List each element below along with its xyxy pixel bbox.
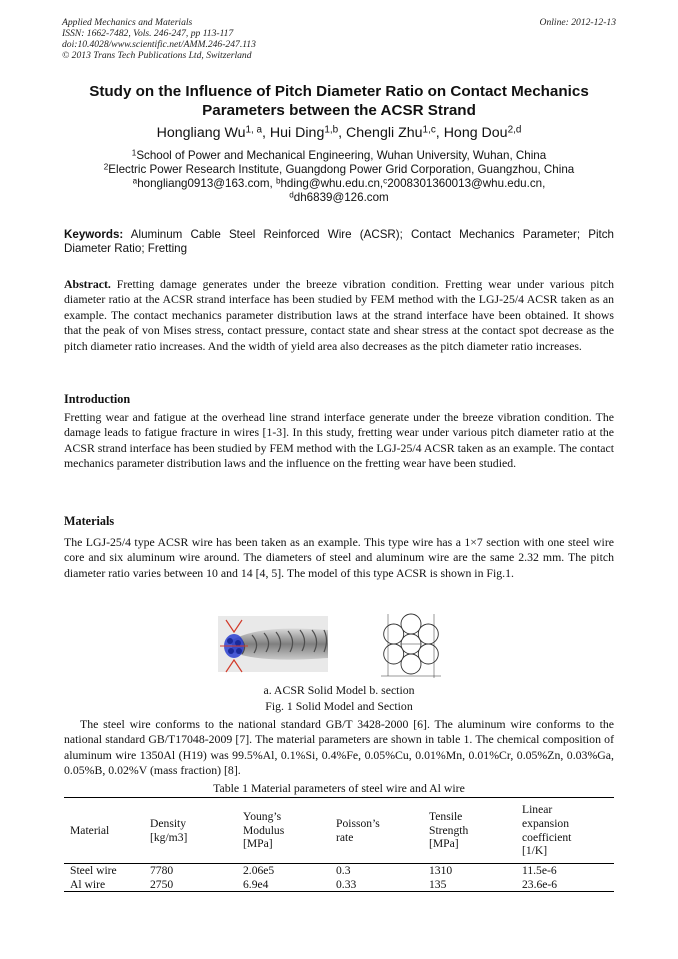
affiliation-2: $^2$Electric Power Research Institute, Guangdong Power Grid Corporation, Guangzhou, China: [103, 162, 575, 176]
email-d[interactable]: dh6839@126.com: [293, 191, 389, 204]
table-cell: 0.33: [330, 878, 423, 892]
title-line-2: Parameters between the ACSR Strand: [202, 101, 476, 119]
table-header-line: [kg/m3]: [150, 830, 188, 844]
table-cell: 135: [423, 878, 516, 892]
table-header-line: Linear: [522, 803, 553, 817]
copyright-line: © 2013 Trans Tech Publications Ltd, Switzerland: [62, 50, 252, 61]
doi-line[interactable]: doi:10.4028/www.scientific.net/AMM.246-247.113: [62, 39, 256, 50]
affiliation-1: $^1$School of Power and Mechanical Engineering, Wuhan University, Wuhan, China: [131, 148, 547, 162]
table-cell: 0.3: [336, 864, 351, 877]
author-separator: ,: [435, 125, 444, 141]
email-b[interactable]: hding@whu.edu.cn,: [280, 177, 384, 190]
author-name: Hui Ding: [269, 125, 325, 141]
affiliations: [62, 149, 616, 205]
keywords-label: Keywords:: [64, 228, 124, 241]
table-cell: Steel wire: [70, 864, 117, 877]
author-separator: ,: [338, 125, 347, 141]
table-header-line: [1/K]: [522, 844, 548, 858]
table-header-cell: [64, 798, 144, 864]
table-header-line: Poisson’s: [336, 816, 380, 830]
journal-name: Applied Mechanics and Materials: [62, 17, 193, 28]
table-header-line: [MPa]: [243, 837, 273, 851]
paper-title: [62, 83, 616, 120]
acsr-solid-model-image: [218, 616, 328, 672]
abstract-label: Abstract.: [64, 277, 111, 291]
email-line: $^a$hongliang0913@163.com, $^b$hding@whu.edu.cn,$^c$2008301360013@whu.edu.cn,: [132, 176, 546, 190]
table-caption: Table 1 Material parameters of steel wire and Al wire: [213, 781, 465, 795]
table-cell: 2750: [144, 878, 237, 892]
table-cell: 7780: [150, 864, 174, 877]
materials-heading: Materials: [64, 514, 115, 528]
table-header-line: Young’s: [243, 810, 282, 824]
journal-header: [62, 17, 616, 61]
table-header-line: [MPa]: [429, 837, 459, 851]
author-name: Chengli Zhu: [346, 125, 423, 141]
abstract: [64, 277, 614, 354]
table-header-line: Strength: [429, 823, 469, 837]
author-name: Hong Dou: [443, 125, 508, 141]
figure-1-acsr-model: [218, 596, 460, 682]
acsr-section-drawing: [381, 614, 441, 678]
email-c[interactable]: 2008301360013@whu.edu.cn,: [387, 177, 546, 190]
table-cell: 23.6e-6: [516, 878, 614, 892]
table-cell: 11.5e-6: [522, 864, 557, 877]
table-header-line: Material: [70, 823, 110, 837]
figure-caption: Fig. 1 Solid Model and Section: [265, 699, 413, 713]
table-header-line: coefficient: [522, 830, 572, 844]
author-affiliation-mark: 1,b: [324, 124, 339, 136]
table-header-cell: [516, 798, 614, 864]
introduction-heading: Introduction: [64, 392, 131, 406]
table-cell: 2.06e5: [243, 864, 275, 877]
abstract-text: Fretting damage generates under the breeze vibration condition. Fretting wear under various pitch diameter ratio at the ACSR strand interface has been studied by FEM method with the LGJ-25/4 ACSR taken as an example. The contact mechanics parameter distribution laws at the strand interface have been obtained. It shows that the peak of von Mises stress, contact pressure, contact state and shear stress at the contact spot decrease as the pitch diameter ratio increases. And the width of yield area also decreases as the pitch diameter ratio increases.: [64, 277, 614, 353]
table-header-cell: [330, 798, 423, 864]
table-header-row: [64, 798, 614, 864]
material-parameters-table: [64, 797, 614, 892]
table-row: [64, 864, 614, 878]
keywords-text: Aluminum Cable Steel Reinforced Wire (ACSR); Contact Mechanics Parameter; Pitch Diameter Ratio; Fretting: [64, 228, 614, 256]
table-row: [64, 878, 614, 892]
author-affiliation-mark: 2,d: [507, 124, 522, 136]
author-name: Hongliang Wu: [156, 125, 246, 141]
table-header-cell: [237, 798, 330, 864]
author-separator: ,: [262, 125, 270, 141]
author-list: [62, 124, 616, 142]
table-header-line: Density: [150, 816, 187, 830]
table-header-line: rate: [336, 830, 354, 844]
author-affiliation-mark: 1,c: [422, 124, 436, 136]
introduction-text: Fretting wear and fatigue at the overhead line strand interface generate under the breeze vibration condition. The damage leads to fatigue fracture in wires [1-3]. In this study, fretting wear under various pitch diameter ratio at the ACSR strand interface has been studied by FEM method with the LGJ-25/4 ACSR taken as an example. The contact mechanics parameter distribution laws and the influence on the fretting wear have been studied.: [64, 410, 614, 471]
table-cell: 6.9e4: [237, 878, 330, 892]
table-header-cell: [144, 798, 237, 864]
figure-subcaption: a. ACSR Solid Model b. section: [263, 683, 415, 697]
keywords: [64, 228, 614, 257]
table-body: [64, 864, 614, 892]
issn-line: ISSN: 1662-7482, Vols. 246-247, pp 113-117: [62, 28, 234, 39]
email-a[interactable]: hongliang0913@163.com,: [137, 177, 276, 190]
table-header-line: Modulus: [243, 823, 285, 837]
table-header-line: expansion: [522, 816, 570, 830]
table-cell: Al wire: [64, 878, 144, 892]
title-line-1: Study on the Influence of Pitch Diameter Ratio on Contact Mechanics: [89, 83, 589, 100]
table-header-cell: [423, 798, 516, 864]
materials-text-2: The steel wire conforms to the national standard GB/T 3428-2000 [6]. The aluminum wire conforms to the national standard GB/T17048-2009 [7]. The material parameters are shown in table 1. The chemical composition of aluminum wire 1350Al (H19) was 99.5%Al, 0.1%Si, 0.4%Fe, 0.05%Cu, 0.01%Mn, 0.01%Cr, 0.05%Zn, 0.03%Ga, 0.05%B, 0.02%V (mass fraction) [8].: [64, 717, 614, 778]
email-line-2: $^d$dh6839@126.com: [289, 190, 389, 204]
table-cell: 1310: [429, 864, 453, 877]
online-date: Online: 2012-12-13: [539, 17, 616, 28]
author-affiliation-mark: 1, a: [245, 124, 263, 136]
materials-text: The LGJ-25/4 type ACSR wire has been taken as an example. This type wire has a 1×7 section with one steel wire core and six aluminum wire around. The diameters of steel and aluminum wire are the same 2.32 mm. The pitch diameter ratio varies between 10 and 14 [4, 5]. The model of this type ACSR is shown in Fig.1.: [64, 535, 614, 580]
table-header-line: Tensile: [429, 810, 463, 824]
